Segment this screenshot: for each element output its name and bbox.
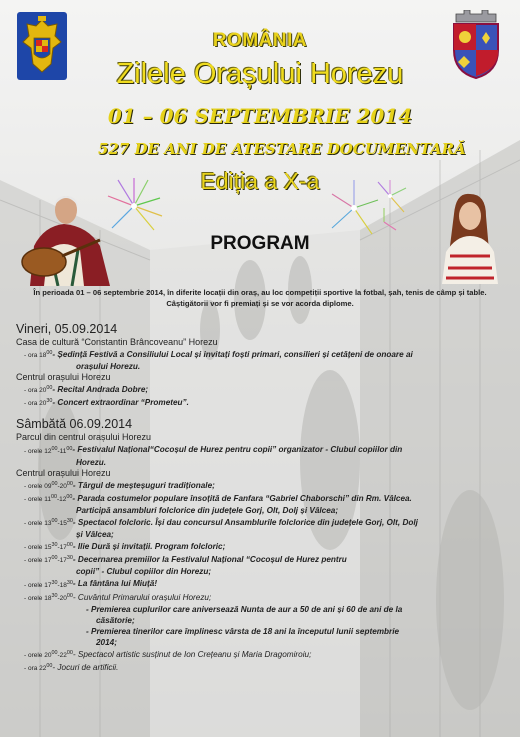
event-costume-parade: - orele $11^{00}-12^{00}-$ Parada costumelor populare însoțită de Fanfara “Gabriel Chaborschi” din Rm. Vâlcea. Participă ansambluri folclorice din județele Gorj, Olt, Dolj și Vâlcea;: [24, 493, 412, 515]
country-title: ROMÂNIA: [212, 30, 308, 51]
event-awards: - orele $17^{00}-17^{30}-$ Decernarea premiilor la Festivalul Național “Cocoșul de Hurez pentru copii” - Clubul copiilor din Horezu;: [24, 555, 347, 577]
anniversary-years: 527 DE ANI DE ATESTARE DOCUMENTARĂ: [98, 140, 466, 158]
intro-text: [18, 288, 502, 309]
festival-title: Zilele Orașului Horezu: [116, 58, 404, 90]
day-title-saturday: Sâmbătă 06.09.2014: [16, 417, 133, 432]
event-recital: - ora $20^{00}-$ Recital Andrada Dobre;: [24, 385, 149, 395]
edition-title: Ediția a X-a: [200, 168, 320, 194]
event-artistic-show: - orele $20^{00}-22^{00}-$ Spectacol artistic susținut de Ion Crețeanu și Maria Dragomiroiu;: [24, 649, 312, 659]
event-ilie-dura: - orele $15^{30}-17^{00}-$ Ilie Dură și invitații. Program folcloric;: [24, 542, 226, 552]
intro-line-1: În perioada 01 – 06 septembrie 2014, în diferite locații din oraș, au loc competiții sportive la fotbal, șah, tenis de câmp și table.: [33, 288, 487, 297]
event-fountain: - orele $17^{30}-18^{30}-$ La fântâna lui Miuță!: [24, 579, 158, 589]
poster-header: [0, 0, 520, 300]
event-crafts-fair: - orele $09^{00}-20^{00}-$ Târgul de meșteșuguri tradiționale;: [24, 480, 215, 490]
event-festive-meeting: - ora $18^{00}-$ Ședință Festivă a Consiliului Local și invitați foști primari, consilieri și cetățeni de onoare ai orașului Horezu.: [24, 350, 413, 372]
festival-dates: 01 – 06 SEPTEMBRIE 2014: [107, 104, 413, 128]
intro-line-2: Câștigătorii vor fi premiați și se vor acorda diplome.: [166, 298, 354, 308]
sub-event-youth: - Premierea tinerilor care împlinesc vârsta de 18 ani la începutul lunii septembrie 2014;: [86, 626, 400, 647]
venue-park: Parcul din centrul orașului Horezu: [16, 432, 152, 443]
event-mayor-speech: - orele $18^{30}-20^{00}-$ Cuvântul Primarului orașului Horezu;: [24, 592, 212, 602]
schedule: [16, 322, 510, 674]
sub-event-couples: - Premierea cuplurilor care aniversează Nunta de aur a 50 de ani și 60 de ani de la căsătorie;: [86, 604, 403, 625]
event-folk-show: - orele $13^{00}-15^{30}-$ Spectacol folcloric. Își dau concursul Ansamblurile folclorice din județele Gorj, Olt, Dolj și Vâlcea;: [24, 517, 418, 540]
venue-town-center-2: Centrul orașului Horezu: [16, 467, 111, 478]
event-fireworks: - ora $22^{00}-$ Jocuri de artificii.: [24, 662, 119, 673]
venue-culture-house: Casa de cultură “Constantin Brâncoveanu” Horezu: [16, 337, 218, 347]
venue-town-center: Centrul orașului Horezu: [16, 372, 111, 383]
day-title-friday: Vineri, 05.09.2014: [16, 322, 118, 336]
program-title: PROGRAM: [210, 233, 310, 254]
event-children-festival: - orele $12^{00}-11^{00}-$ Festivalul Național“Cocoșul de Hurez pentru copii” organizator - Clubul copiilor din Horezu.: [24, 445, 403, 467]
event-concert: - ora $20^{30}-$ Concert extraordinar “Prometeu”.: [24, 398, 189, 408]
